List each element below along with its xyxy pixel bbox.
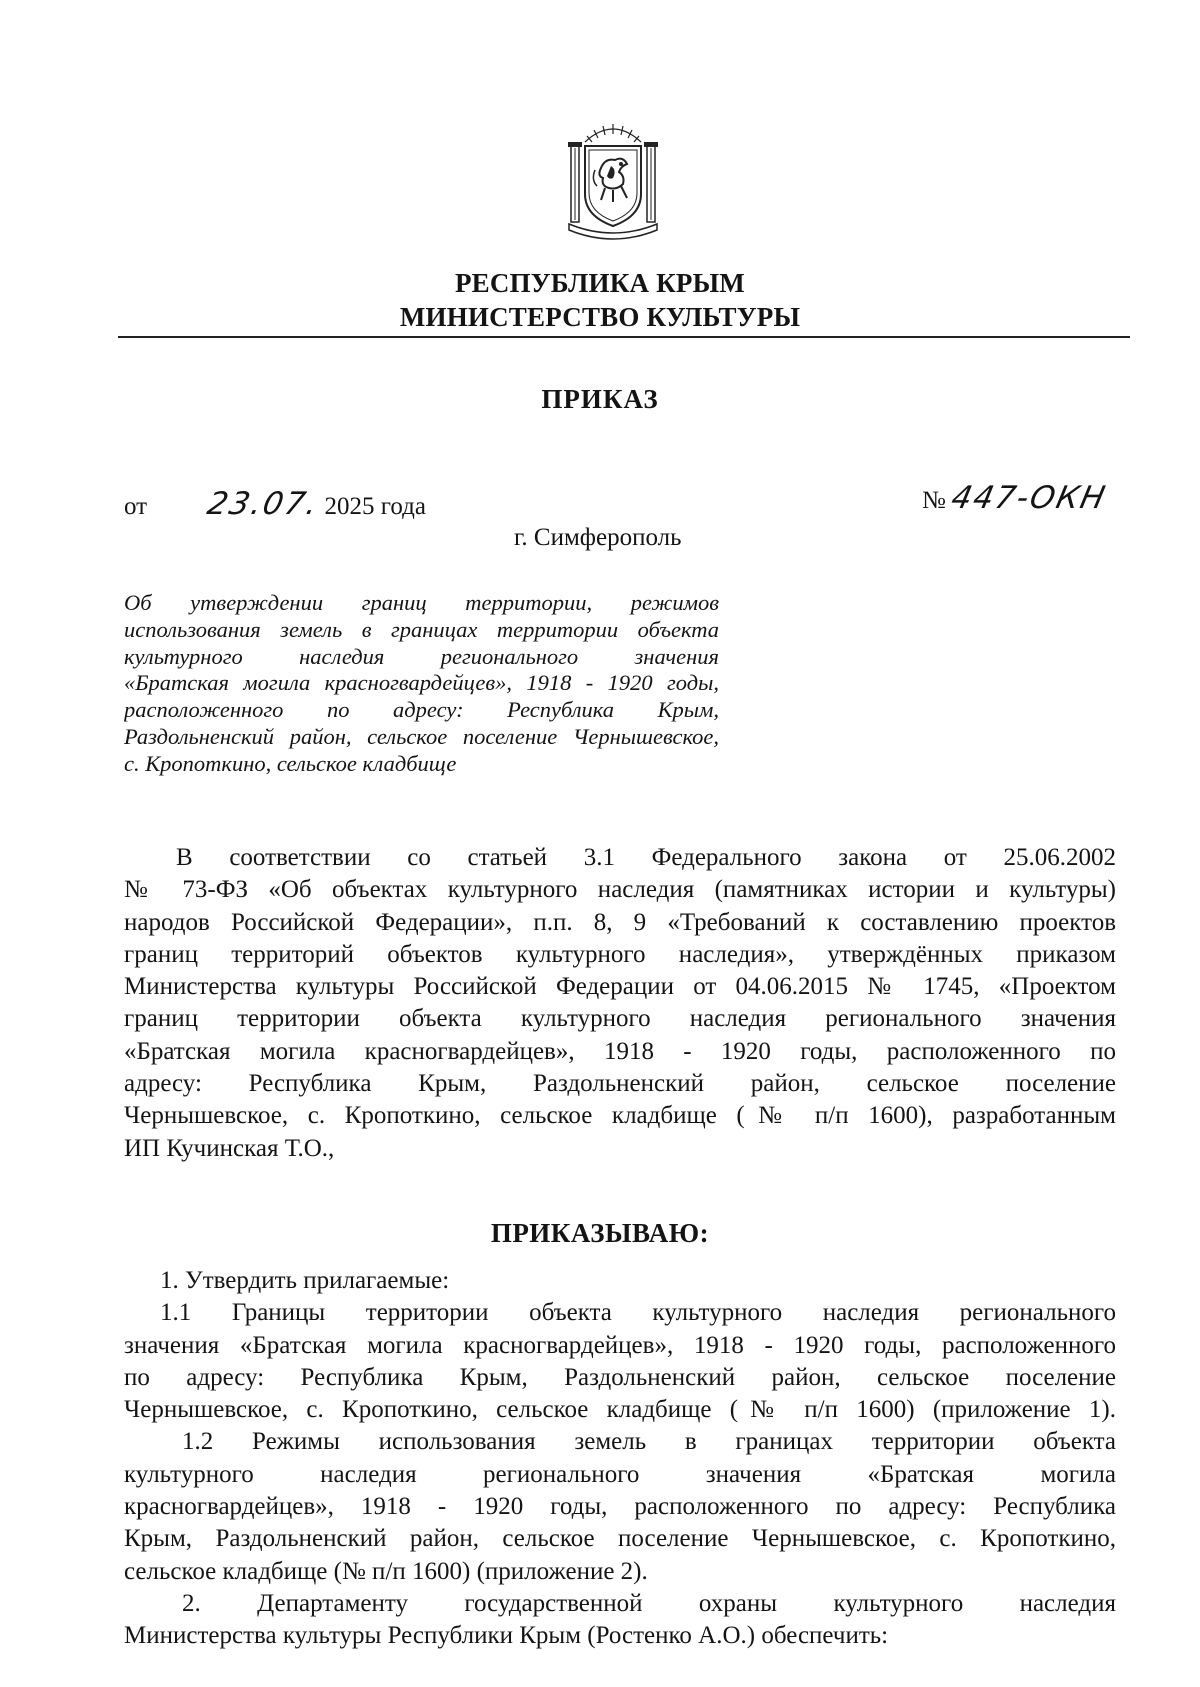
item-line: культурного наследия регионального значения «Братская могила [124, 1460, 1116, 1488]
subject-line: культурного наследия регионального значения [124, 643, 719, 669]
order-number [922, 480, 1111, 516]
preamble-line: народов Российской Федерации», п.п. 8, 9 «Требований к составлению проектов [124, 908, 1116, 936]
preamble-line: границ территории объекта культурного наследия регионального значения [124, 1005, 1116, 1033]
republic-title: РЕСПУБЛИКА КРЫМ [454, 268, 745, 298]
ministry-title: МИНИСТЕРСТВО КУЛЬТУРЫ [399, 302, 801, 332]
order-title: ПРИКАЗ [541, 384, 659, 414]
subject-line: Об утверждении границ территории, режимов [124, 590, 719, 615]
date-year: 2025 года [324, 493, 426, 520]
order-city: г. Симферополь [514, 524, 682, 551]
preamble-line: границ территорий объектов культурного наследия», утверждённых приказом [124, 940, 1116, 968]
item-line: Крым, Раздольненский район, сельское поселение Чернышевское, с. Кропоткино, [124, 1525, 1116, 1553]
date-prefix: от [124, 493, 148, 520]
preamble-line: Чернышевское, с. Кропоткино, сельское кладбище (№ п/п 1600), разработанным [124, 1102, 1116, 1130]
preamble [124, 842, 1116, 1165]
item-line: сельское кладбище (№ п/п 1600) (приложение 2). [124, 1557, 648, 1585]
item-line: 2. Департаменту государственной охраны культурного наследия [182, 1589, 1116, 1617]
item-line: 1. Утвердить прилагаемые: [160, 1267, 450, 1294]
preamble-line: Министерства культуры Российской Федерации от 04.06.2015 № 1745, «Проектом [124, 973, 1116, 1001]
preamble-line: адресу: Республика Крым, Раздольненский район, сельское поселение [124, 1070, 1116, 1098]
number-prefix: № [922, 487, 946, 514]
header-divider [118, 336, 1130, 338]
item-line: Чернышевское, с. Кропоткино, сельское кладбище (№ п/п 1600) (приложение 1). [124, 1396, 1116, 1424]
preamble-line: № 73-ФЗ «Об объектах культурного наследия (памятниках истории и культуры) [124, 876, 1116, 904]
order-items [124, 1265, 1116, 1653]
order-subject [124, 590, 719, 778]
item-line: значения «Братская могила красногвардейцев», 1918 - 1920 годы, расположенного [124, 1331, 1116, 1359]
item-line: красногвардейцев», 1918 - 1920 годы, расположенного по адресу: Республика [124, 1493, 1116, 1521]
crimea-coat-of-arms-icon [565, 120, 661, 240]
decree-heading: ПРИКАЗЫВАЮ: [490, 1218, 710, 1248]
subject-line: с. Кропоткино, сельское кладбище [124, 750, 457, 776]
preamble-line: ИП Кучинская Т.О., [124, 1134, 335, 1162]
preamble-line: В соответствии со статьей 3.1 Федерального закона от 25.06.2002 [176, 844, 1116, 871]
item-line: Министерства культуры Республики Крым (Ростенко А.О.) обеспечить: [124, 1622, 889, 1650]
handwritten-date: 23.07. [203, 486, 323, 522]
handwritten-number: 447-ОКН [948, 480, 1111, 516]
subject-line: расположенного по адресу: Республика Крым, [124, 697, 719, 723]
subject-line: «Братская могила красногвардейцев», 1918 - 1920 годы, [124, 670, 719, 696]
item-line: 1.1 Границы территории объекта культурного наследия регионального [160, 1299, 1116, 1327]
item-line: по адресу: Республика Крым, Раздольненский район, сельское поселение [124, 1363, 1116, 1391]
subject-line: использования земель в границах территории объекта [124, 616, 719, 642]
preamble-line: «Братская могила красногвардейцев», 1918 - 1920 годы, расположенного по [124, 1037, 1116, 1065]
item-line: 1.2 Режимы использования земель в границах территории объекта [182, 1428, 1116, 1456]
subject-line: Раздольненский район, сельское поселение Чернышевское, [124, 723, 719, 749]
order-date [124, 486, 426, 522]
